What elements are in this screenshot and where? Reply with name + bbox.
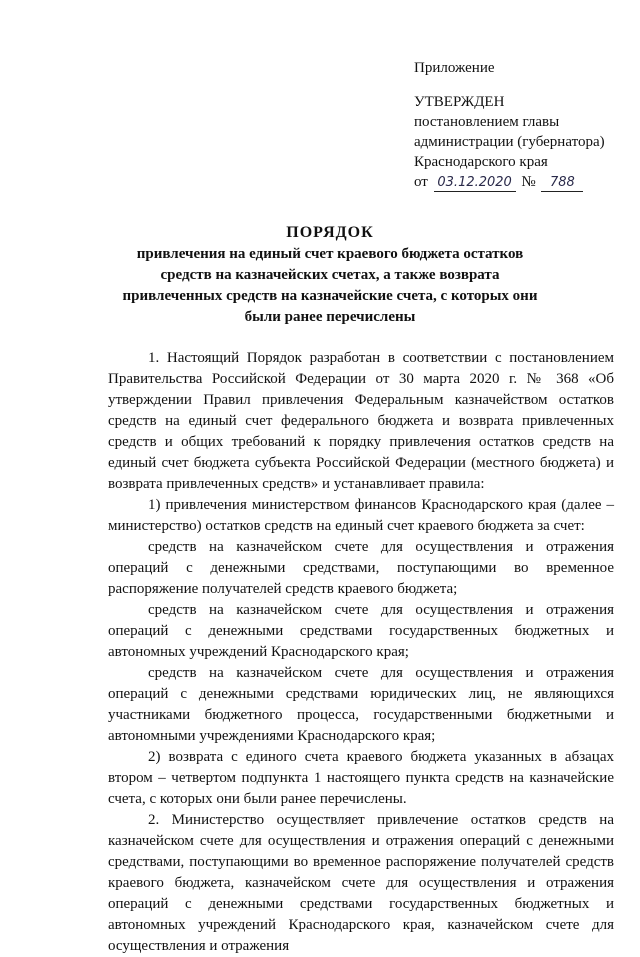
document-title-block (110, 222, 550, 328)
document-title: ПОРЯДОК (286, 224, 374, 241)
paragraph-3: средств на казначейском счете для осуществления и отражения операций с денежными средствами, поступающими во временное распоряжение получателей средств краевого бюджета; (108, 539, 614, 597)
approval-line-1: постановлением главы (414, 114, 560, 130)
document-body (108, 348, 614, 957)
paragraph-2: 1) привлечения министерством финансов Краснодарского края (далее – министерство) остатков средств на единый счет краевого бюджета за счет: (108, 497, 614, 534)
approval-line-3: Краснодарского края (414, 154, 548, 170)
paragraph-5: средств на казначейском счете для осуществления и отражения операций с денежными средствами юридических лиц, не являющихся участниками бюджетного процесса, государственными бюджетными и автономными учреждениями Краснодарского края; (108, 665, 614, 744)
handwritten-date: 03.12.2020 (434, 174, 516, 192)
approval-line-2: администрации (губернатора) (414, 134, 605, 150)
approval-date-line (414, 172, 634, 192)
paragraph-4: средств на казначейском счете для осуществления и отражения операций с денежными средствами государственных бюджетных и автономных учреждений Краснодарского края; (108, 602, 614, 660)
paragraph-7: 2. Министерство осуществляет привлечение остатков средств на казначейском счете для осуществления и отражения операций с денежными средствами, поступающими во временное распоряжение получателей средств краевого бюджета, казначейском счете для осуществления и отражения операций с денежными средствами государственных бюджетных и автономных учреждений Краснодарского края, казначейском счете для осуществления и отражения (108, 812, 614, 954)
appendix-label: Приложение (414, 60, 495, 76)
handwritten-number: 788 (541, 174, 583, 192)
number-sign: № (521, 174, 536, 190)
paragraph-6: 2) возврата с единого счета краевого бюджета указанных в абзацах втором – четвертом подпункта 1 настоящего пункта средств на казначейские счета, с которых они были ранее перечислены. (108, 749, 614, 807)
approval-block (414, 58, 634, 192)
approved-label: УТВЕРЖДЕН (414, 94, 505, 110)
document-subtitle: привлечения на единый счет краевого бюджета остатков средств на казначейских счетах, а также возврата привлеченных средств на казначейские счета, с которых они были ранее перечислены (122, 246, 538, 325)
paragraph-1: 1. Настоящий Порядок разработан в соответствии с постановлением Правительства Российской Федерации от 30 марта 2020 г. № 368 «Об утверждении Правил привлечения Федеральным казначейством остатков средств на единый счет федерального бюджета и возврата привлеченных средств и общих требований к порядку привлечения остатков средств на единый счет бюджета субъекта Российской Федерации (местного бюджета) и возврата привлеченных средств» и устанавливает правила: (108, 350, 614, 492)
date-prefix: от (414, 174, 428, 190)
